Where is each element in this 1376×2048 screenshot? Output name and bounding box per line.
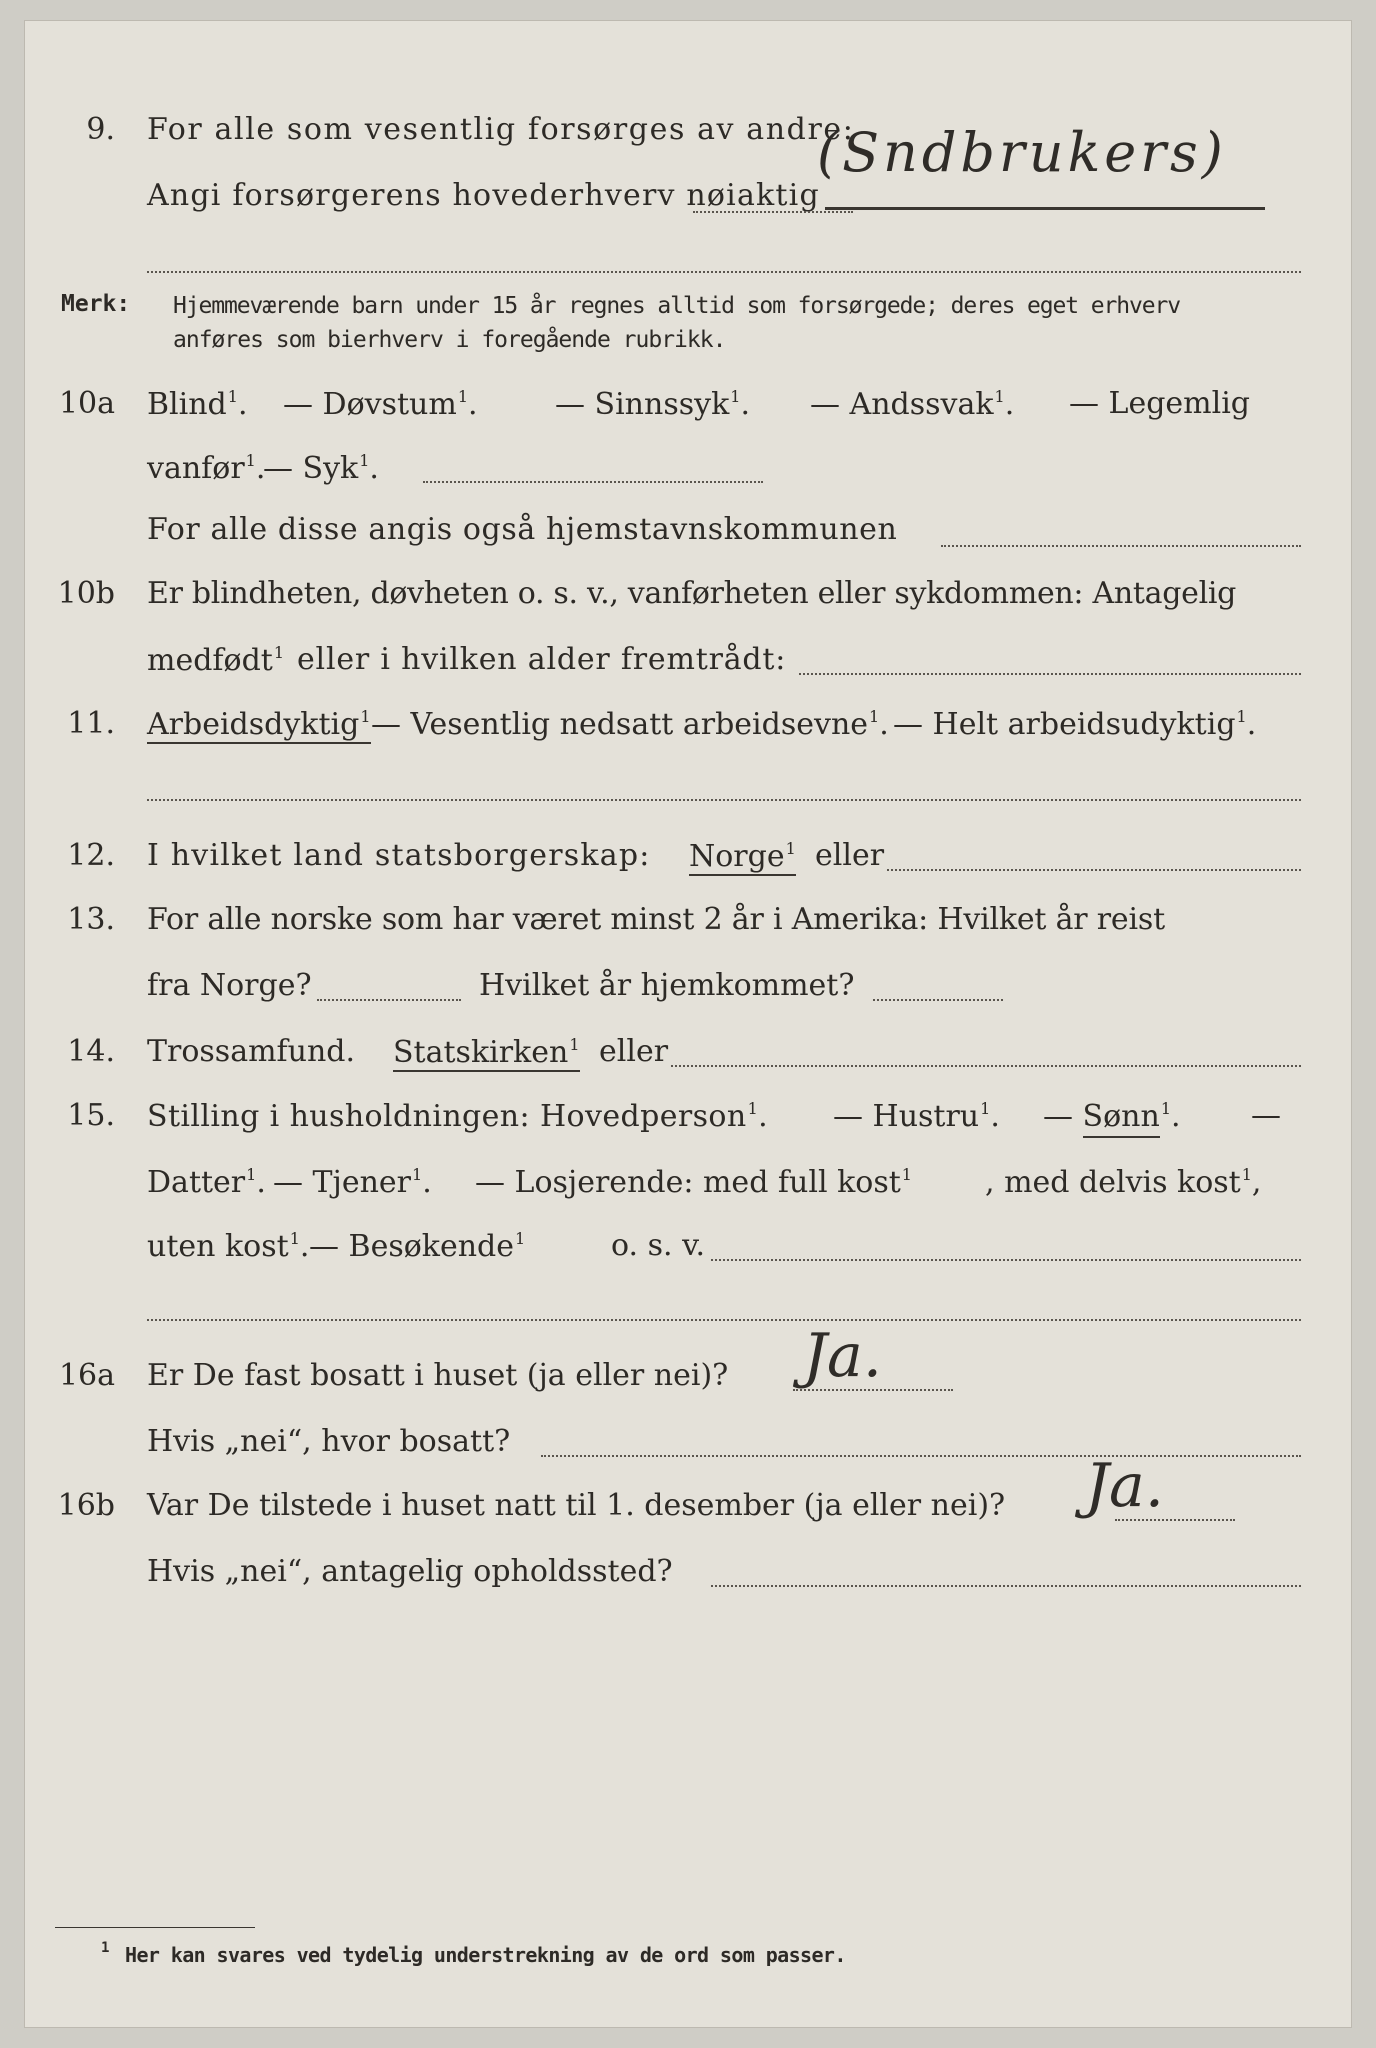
- q10a-syk-dots: [423, 481, 763, 483]
- q9-answer-underline: [825, 207, 1265, 210]
- q12-dots: [887, 869, 1301, 871]
- q10a-dovstum: — Døvstum$^1$.: [283, 387, 478, 422]
- q14-number: 14.: [67, 1034, 115, 1069]
- footnote-mark: 1: [101, 1940, 110, 1956]
- q16b-opholdssted-dots: [711, 1585, 1301, 1587]
- q13-hjemkommet: Hvilket år hjemkommet?: [479, 968, 855, 1003]
- q10b-text-line1: Er blindheten, døvheten o. s. v., vanførheten eller sykdommen: Antagelig: [147, 576, 1237, 611]
- q12-norge: Norge$^1$: [689, 839, 796, 874]
- q12-number: 12.: [67, 838, 115, 873]
- q10b-medfodt: medfødt$^1$: [147, 643, 285, 678]
- q10b-number: 10b: [57, 576, 115, 611]
- q13-hjemkommet-dots: [873, 999, 1003, 1001]
- footnote-text: Her kan svares ved tydelig understrekning av de ord som passer.: [125, 1943, 846, 1967]
- q9-extra-dots: [147, 271, 1301, 273]
- q16b-text-line1: Var De tilstede i huset natt til 1. desember (ja eller nei)?: [147, 1488, 1006, 1523]
- q10a-text-line3: For alle disse angis også hjemstavnskommunen: [147, 512, 898, 547]
- q15-dash: —: [1251, 1098, 1281, 1133]
- q10b-alder: eller i hvilken alder fremtrådt:: [297, 642, 787, 677]
- q10a-legemlig: — Legemlig: [1069, 386, 1251, 421]
- q15-besokende: — Besøkende$^1$: [309, 1229, 526, 1264]
- q9-text-line2: Angi forsørgerens hovederhverv nøiaktig: [147, 178, 820, 213]
- q16a-number: 16a: [58, 1358, 115, 1393]
- q10b-alder-dots: [799, 673, 1301, 675]
- q11-udyktig: — Helt arbeidsudyktig$^1$.: [893, 707, 1257, 742]
- q10a-sinnssyk: — Sinnssyk$^1$.: [555, 387, 750, 422]
- q11-number: 11.: [67, 706, 115, 741]
- q15-hustru: — Hustru$^1$.: [833, 1099, 1000, 1134]
- q10a-number: 10a: [58, 386, 115, 421]
- q9-handwritten-answer: (Sndbrukers): [817, 121, 1227, 184]
- q14-text: Trossamfund.: [147, 1034, 356, 1069]
- q15-datter: Datter$^1$.: [147, 1165, 266, 1200]
- q14-statskirken: Statskirken$^1$: [393, 1035, 580, 1070]
- q16a-text-line2: Hvis „nei“, hvor bosatt?: [147, 1424, 511, 1459]
- q13-reist: fra Norge?: [147, 968, 312, 1003]
- q15-tjener: — Tjener$^1$.: [273, 1165, 432, 1200]
- q15-full-kost: — Losjerende: med full kost$^1$: [475, 1165, 912, 1200]
- q13-number: 13.: [67, 902, 115, 937]
- q11-extra-dots: [147, 799, 1301, 801]
- q15-number: 15.: [67, 1098, 115, 1133]
- q10a-hjemstavn-dots: [941, 545, 1301, 547]
- q15-hovedperson: Stilling i husholdningen: Hovedperson$^1$.: [147, 1099, 769, 1134]
- q15-dots: [711, 1259, 1301, 1261]
- q16a-text-line1: Er De fast bosatt i huset (ja eller nei)?: [147, 1358, 729, 1393]
- q13-text-line1: For alle norske som har været minst 2 år i Amerika: Hvilket år reist: [147, 902, 1165, 937]
- q10a-syk: — Syk$^1$.: [263, 451, 379, 486]
- q15-uten-kost: uten kost$^1$.: [147, 1229, 310, 1264]
- q11-arbeidsdyktig: Arbeidsdyktig$^1$: [147, 707, 371, 742]
- q15-delvis-kost: , med delvis kost$^1$,: [985, 1165, 1262, 1200]
- q16a-bosatt-dots: [541, 1455, 1301, 1457]
- q14-dots: [671, 1065, 1301, 1067]
- q15-sonn: — Sønn$^1$.: [1043, 1101, 1181, 1132]
- q10a-blind: Blind$^1$.: [147, 387, 248, 422]
- q9-text-line1: For alle som vesentlig forsørges av andre:: [147, 112, 855, 147]
- q13-reist-dots: [317, 999, 461, 1001]
- q12-eller: eller: [815, 838, 885, 873]
- footnote-rule: [55, 1927, 255, 1928]
- q9-number: 9.: [86, 112, 115, 147]
- q9-answer-dots: [693, 211, 853, 213]
- q16a-handwritten-answer: Ja.: [803, 1321, 882, 1391]
- q10a-andssvak: — Andssvak$^1$.: [810, 387, 1015, 422]
- census-form-page: [24, 20, 1352, 2028]
- merk-text-line2: anføres som bierhverv i foregående rubrikk.: [173, 327, 726, 353]
- q10a-vanfor: vanfør$^1$.: [147, 451, 266, 486]
- q14-eller: eller: [599, 1034, 669, 1069]
- q15-osv: o. s. v.: [611, 1228, 705, 1263]
- q11-nedsatt: — Vesentlig nedsatt arbeidsevne$^1$.: [371, 707, 889, 742]
- merk-text-line1: Hjemmeværende barn under 15 år regnes alltid som forsørgede; deres eget erhverv: [173, 293, 1181, 319]
- q16b-text-line2: Hvis „nei“, antagelig opholdssted?: [147, 1554, 673, 1589]
- q15-extra-dots: [147, 1319, 1301, 1321]
- q16b-handwritten-answer: Ja.: [1085, 1451, 1164, 1521]
- merk-label: Merk:: [61, 291, 131, 317]
- q12-text: I hvilket land statsborgerskap:: [147, 838, 651, 873]
- q16b-number: 16b: [57, 1488, 115, 1523]
